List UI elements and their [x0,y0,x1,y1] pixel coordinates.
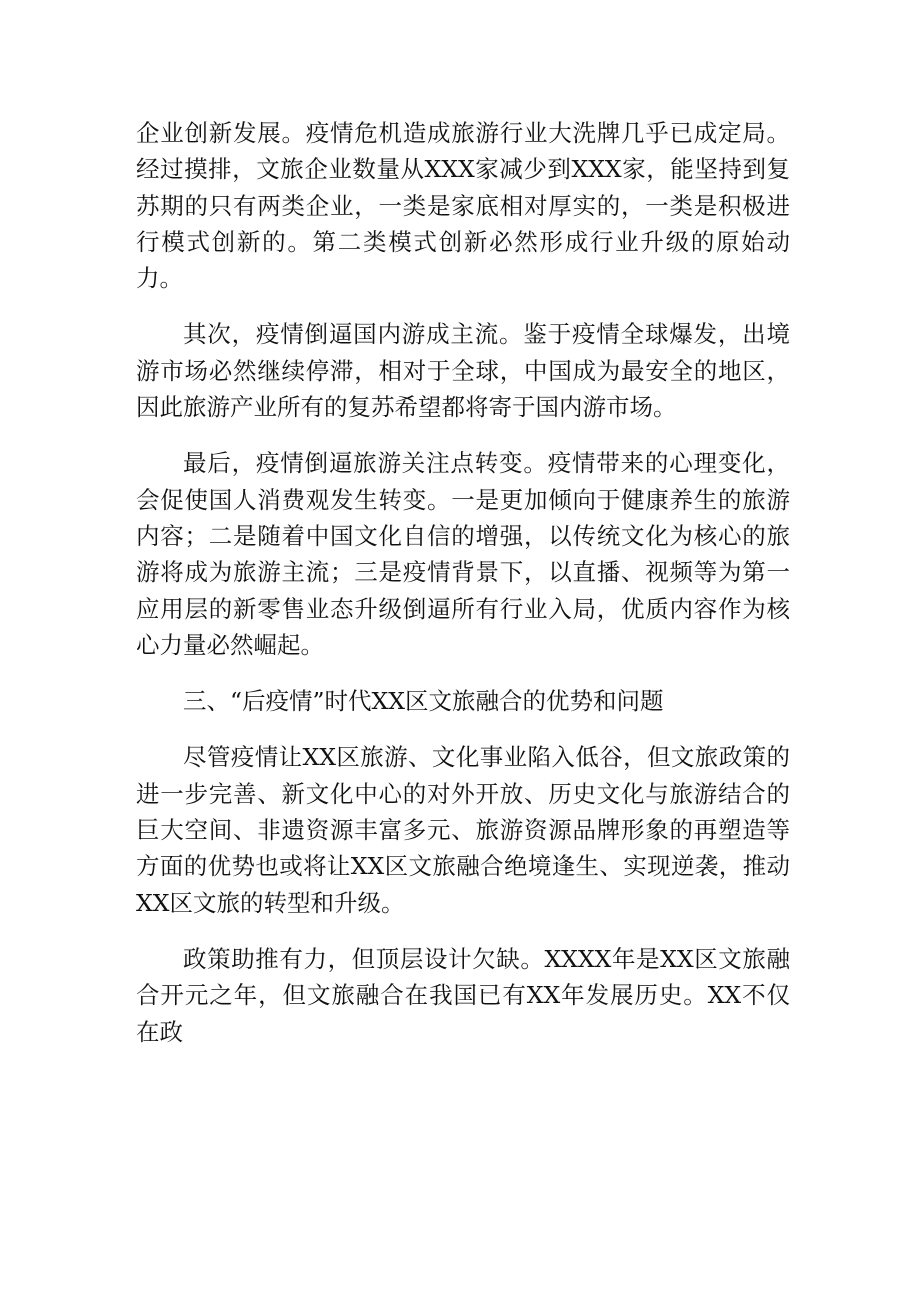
paragraph-policy: 政策助推有力，但顶层设计欠缺。XXXX年是XX区文旅融合开元之年，但文旅融合在我国已有XX年发展历史。XX不仅在政 [136,944,790,1046]
section-heading: 三、“后疫情”时代XX区文旅融合的优势和问题 [183,687,664,716]
paragraph-domestic-travel: 其次，疫情倒逼国内游成主流。鉴于疫情全球爆发，出境游市场必然继续停滞，相对于全球，中国成为最安全的地区，因此旅游产业所有的复苏希望都将寄于国内游市场。 [136,320,790,422]
document-body [136,115,790,1070]
paragraph-advantages: 尽管疫情让XX区旅游、文化事业陷入低谷，但文旅政策的进一步完善、新文化中心的对外开放、历史文化与旅游结合的巨大空间、非遗资源丰富多元、旅游资源品牌形象的再塑造等方面的优势也或将让XX区文旅融合绝境逢生、实现逆袭，推动XX区文旅的转型和升级。 [136,743,790,917]
paragraph-focus-shift: 最后，疫情倒逼旅游关注点转变。疫情带来的心理变化，会促使国人消费观发生转变。一是更加倾向于健康养生的旅游内容；二是随着中国文化自信的增强，以传统文化为核心的旅游将成为旅游主流；三是疫情背景下，以直播、视频等为第一应用层的新零售业态升级倒逼所有行业入局，优质内容作为核心力量必然崛起。 [136,449,790,659]
paragraph-continuation: 企业创新发展。疫情危机造成旅游行业大洗牌几乎已成定局。经过摸排，文旅企业数量从XXX家减少到XXX家，能坚持到复苏期的只有两类企业，一类是家底相对厚实的，一类是积极进行模式创新的。第二类模式创新必然形成行业升级的原始动力。 [136,119,790,293]
